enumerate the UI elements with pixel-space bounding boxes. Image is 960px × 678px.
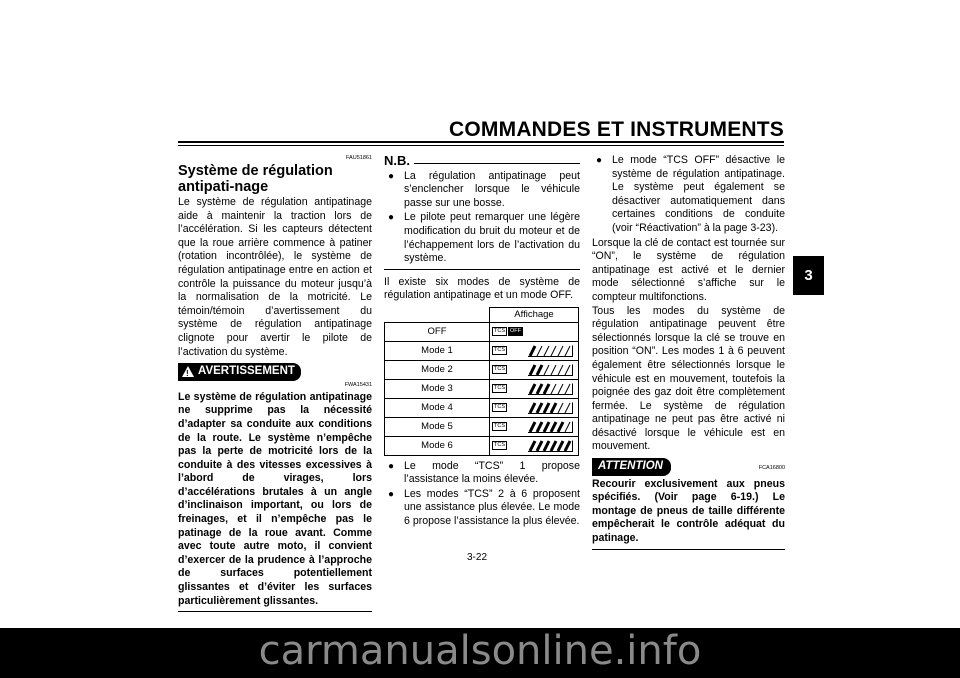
table-row: [385, 398, 579, 417]
off-indicator-icon: OFF: [510, 328, 521, 335]
table-row: [385, 322, 579, 341]
level-bar: [544, 403, 549, 413]
level-bar: [551, 403, 556, 413]
table-row: [385, 417, 579, 436]
level-bar: [537, 441, 542, 451]
level-bar: [558, 422, 563, 432]
table-row: [385, 379, 579, 398]
nb-label: N.B.: [384, 153, 410, 168]
table-header-row: [385, 307, 579, 322]
column-1: [178, 154, 372, 612]
table-corner: [385, 307, 490, 322]
level-bar: [565, 384, 570, 394]
level-bar: [565, 346, 570, 356]
attention-code: FCA16800: [758, 464, 785, 471]
level-bar: [551, 384, 556, 394]
table-row: [385, 436, 579, 455]
warning-label: [178, 363, 301, 381]
nb-list: [384, 170, 580, 266]
table-header-display: Affichage: [490, 307, 579, 322]
level-bar: [558, 346, 563, 356]
level-bar: [530, 384, 535, 394]
list-item: ● Le mode “TCS” 1 propose l’assistance la moins élevée.: [384, 460, 580, 487]
warning-text: Le système de régulation antipatinage ne supprime pas la nécessité d’adapter sa conduite aux conditions de la route. Le système n’empêche pas la perte de motricité lors de la conduite à des vitesses excessives à l’abord de virages, lors d’accélérations brutales à un angle d’inclinaison important, ou lors de freinages, et il n’empêche pas le patinage de la roue avant. Comme avec toute autre moto, il convient d’exercer de la prudence à l’approche de surfaces potentiellement glissantes et d’éviter les surfaces particulièrement glissantes.: [178, 390, 372, 607]
watermark: carmanualsonline.info: [258, 628, 702, 674]
tcs-level-bars-icon: [527, 402, 573, 414]
nb-header: [384, 154, 580, 168]
modes-table: [384, 307, 579, 456]
level-bar: [558, 384, 563, 394]
nb-rule: [414, 163, 580, 164]
tcs-indicator-icon: TCS: [494, 347, 505, 354]
level-bar: [537, 384, 542, 394]
off-note: [592, 154, 785, 236]
mode-display: [490, 379, 579, 398]
table-row: [385, 341, 579, 360]
mode-label: OFF: [385, 322, 490, 341]
level-bar: [551, 422, 556, 432]
level-bar: [551, 441, 556, 451]
header-rule-thin: [178, 145, 784, 146]
tcs-indicator-icon: TCS: [494, 442, 505, 449]
warning-label-text: AVERTISSEMENT: [198, 365, 295, 378]
level-bar: [530, 346, 535, 356]
modes-intro: Il existe six modes de système de régulation antipatinage et un mode OFF.: [384, 275, 580, 302]
level-bar: [544, 365, 549, 375]
page-number: 3-22: [467, 552, 488, 563]
tcs-level-bars-icon: [527, 345, 573, 357]
tcs-level-bars-icon: [527, 364, 573, 376]
warning-header: [178, 363, 372, 381]
level-bar: [544, 441, 549, 451]
tcs-level-bars-icon: [527, 383, 573, 395]
page-header-title: COMMANDES ET INSTRUMENTS: [449, 118, 784, 141]
level-bar: [544, 384, 549, 394]
paragraph: Tous les modes du système de régulation antipatinage peuvent être sélectionnés lorsque la clé se trouve en position “ON”. Les modes 1 à 6 peuvent également être sélectionnés lorsque le véhicule est en mouvement, toutefois la poignée des gaz doit être complètement fermée. Le système de régulation antipatinage ne peut pas être activé ni désactivé lorsque le véhicule est en mouvement.: [592, 304, 785, 453]
level-bar: [565, 422, 570, 432]
mode-label: Mode 3: [385, 379, 490, 398]
level-bar: [558, 365, 563, 375]
level-bar: [530, 422, 535, 432]
tcs-indicator-icon: TCS: [494, 328, 505, 335]
level-bar: [551, 346, 556, 356]
warning-code: FWA15431: [344, 381, 372, 388]
mode-display: [490, 436, 579, 455]
level-bar: [544, 346, 549, 356]
mode-label: Mode 4: [385, 398, 490, 417]
level-bar: [537, 365, 542, 375]
column-3: [592, 154, 785, 550]
level-bar: [565, 365, 570, 375]
attention-text: Recourir exclusivement aux pneus spécifiés. (Voir page 6-19.) Le montage de pneus de taille différente empêcherait le contrôle adéquat du patinage.: [592, 477, 785, 545]
mode-label: Mode 2: [385, 360, 490, 379]
mode-notes: [384, 460, 580, 529]
mode-display: [490, 360, 579, 379]
warning-triangle-icon: [182, 366, 194, 377]
level-bar: [565, 403, 570, 413]
level-bar: [537, 422, 542, 432]
level-bar: [558, 441, 563, 451]
tcs-level-bars-icon: [527, 421, 573, 433]
list-item: ● Les modes “TCS” 2 à 6 proposent une assistance plus élevée. Le mode 6 propose l’assistance la plus élevée.: [384, 488, 580, 529]
level-bar: [565, 441, 570, 451]
level-bar: [530, 441, 535, 451]
tcs-indicator-icon: TCS: [494, 404, 505, 411]
attention-end-rule: [592, 549, 785, 550]
warning-end-rule: [178, 611, 372, 612]
mode-label: Mode 6: [385, 436, 490, 455]
level-bar: [544, 422, 549, 432]
section-code: FAU51861: [346, 155, 372, 161]
column-2: [384, 154, 580, 530]
list-item: ● Le pilote peut remarquer une légère modification du bruit du moteur et de l’échappement lors de l’activation du système.: [384, 211, 580, 265]
mode-label: Mode 1: [385, 341, 490, 360]
tcs-indicator-icon: TCS: [494, 423, 505, 430]
header-rule: [178, 141, 784, 143]
attention-header: [592, 454, 785, 476]
chapter-tab: 3: [793, 256, 824, 295]
tcs-indicator-icon: TCS: [494, 385, 505, 392]
nb-end-rule: [384, 269, 580, 270]
list-item: ● Le mode “TCS OFF” désactive le système de régulation antipatinage. Le système peut également se désactiver automatiquement dans certaines conditions de conduite (voir “Réactivation” à la page 3-23).: [592, 154, 785, 236]
table-row: [385, 360, 579, 379]
tcs-indicator-icon: TCS: [494, 366, 505, 373]
mode-display: [490, 322, 579, 341]
paragraph: Lorsque la clé de contact est tournée sur “ON”, le système de régulation antipatinage est activé et le dernier mode sélectionné s’affiche sur le compteur multifonctions.: [592, 236, 785, 303]
level-bar: [551, 365, 556, 375]
level-bar: [530, 403, 535, 413]
list-item: ● La régulation antipatinage peut s’enclencher lorsque le véhicule passe sur une bosse.: [384, 170, 580, 211]
level-bar: [530, 365, 535, 375]
section-body: Le système de régulation antipatinage aide à maintenir la traction lors de l’accélération. Si les capteurs détectent que la roue arrière commence à patiner (rotation incontrôlée), le système de régulation antipatinage entre en action et contrôle la puissance du moteur jusqu’à la normalisation de la motricité. Le témoin/témoin d’avertissement du système de régulation antipatinage clignote pour avertir le pilote de l’activation du système.: [178, 196, 372, 358]
tcs-level-bars-icon: [527, 440, 573, 452]
level-bar: [558, 403, 563, 413]
section-title: Système de régulation antipati-nage: [178, 163, 333, 195]
level-bar: [537, 346, 542, 356]
mode-label: Mode 5: [385, 417, 490, 436]
attention-label: ATTENTION: [592, 458, 671, 476]
mode-display: [490, 341, 579, 360]
level-bar: [537, 403, 542, 413]
mode-display: [490, 417, 579, 436]
mode-display: [490, 398, 579, 417]
